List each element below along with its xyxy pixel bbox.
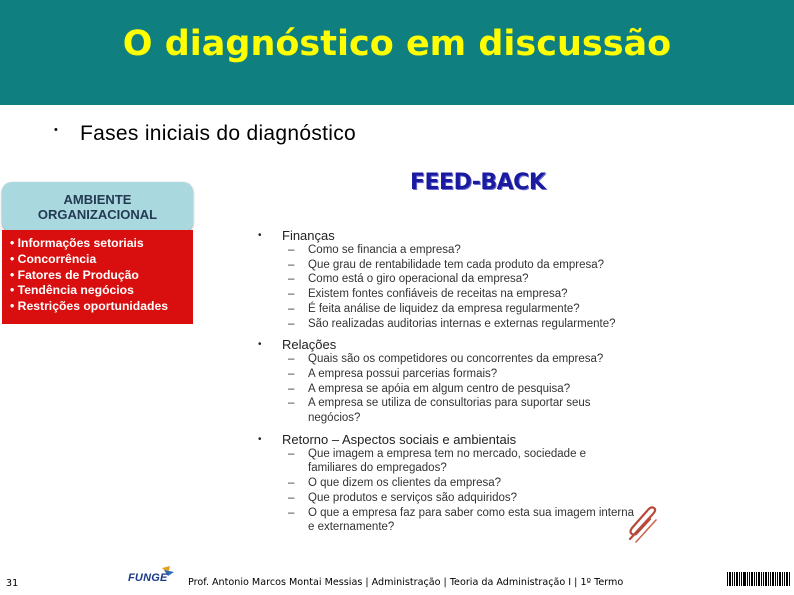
question-item: – A empresa possui parcerias formais? <box>288 367 498 380</box>
section-financas <box>258 228 658 331</box>
subtitle-bullet: • <box>54 124 58 136</box>
ambiente-item: • Restrições oportunidades <box>10 299 168 314</box>
subtitle: Fases iniciais do diagnóstico <box>80 122 357 145</box>
barcode-icon <box>727 570 791 590</box>
question-item: – A empresa se apóia em algum centro de pesquisa? <box>288 382 571 395</box>
logo-text: FUNGE <box>128 572 168 584</box>
ambiente-item: • Fatores de Produção <box>10 267 139 282</box>
ambiente-organizacional-graphic <box>2 182 193 324</box>
question-item: – Como se financia a empresa? <box>288 244 461 256</box>
ambiente-heading-box <box>2 182 193 232</box>
ambiente-item: • Tendência negócios <box>10 283 134 298</box>
ambiente-heading: AMBIENTE ORGANIZACIONAL <box>37 192 158 222</box>
section-heading: • Retorno – Aspectos sociais e ambientais <box>258 431 517 447</box>
paperclip-icon <box>626 505 660 545</box>
section-retorno <box>258 432 658 535</box>
section-heading: • Relações <box>258 337 337 353</box>
question-item: – São realizadas auditorias internas e externas regularmente? <box>288 317 616 330</box>
question-item: – O que dizem os clientes da empresa? <box>288 477 502 490</box>
question-item: – Como está o giro operacional da empresa? <box>288 273 529 286</box>
ambiente-items-box <box>2 230 193 324</box>
feedback-label: FEED-BACK <box>410 170 546 195</box>
question-item: – O que a empresa faz para saber como esta sua imagem interna e externamente? <box>288 506 635 534</box>
question-item: – Existem fontes confiáveis de receitas na empresa? <box>288 288 568 301</box>
question-item: – É feita análise de liquidez da empresa regularmente? <box>288 302 580 315</box>
ambiente-item: • Concorrência <box>10 251 97 266</box>
section-relacoes <box>258 337 658 426</box>
page-title: O diagnóstico em discussão <box>122 24 672 64</box>
ambiente-item: • Informações setoriais <box>10 236 144 250</box>
diagnostic-questions <box>258 228 658 541</box>
question-item: – A empresa se utiliza de consultorias para suportar seus negócios? <box>288 397 591 425</box>
question-item: – Que imagem a empresa tem no mercado, sociedade e familiares do empregados? <box>288 447 587 475</box>
question-item: – Quais são os competidores ou concorrentes da empresa? <box>288 353 604 366</box>
slide-number: 31 <box>6 578 19 589</box>
section-heading: • Finanças <box>258 228 335 243</box>
question-item: – Que grau de rentabilidade tem cada produto da empresa? <box>288 258 605 271</box>
funge-logo <box>128 566 176 588</box>
footer-text: Prof. Antonio Marcos Montai Messias | Administração | Teoria da Administração I | 1º Termo <box>188 577 624 588</box>
question-item: – Que produtos e serviços são adquiridos? <box>288 491 518 504</box>
